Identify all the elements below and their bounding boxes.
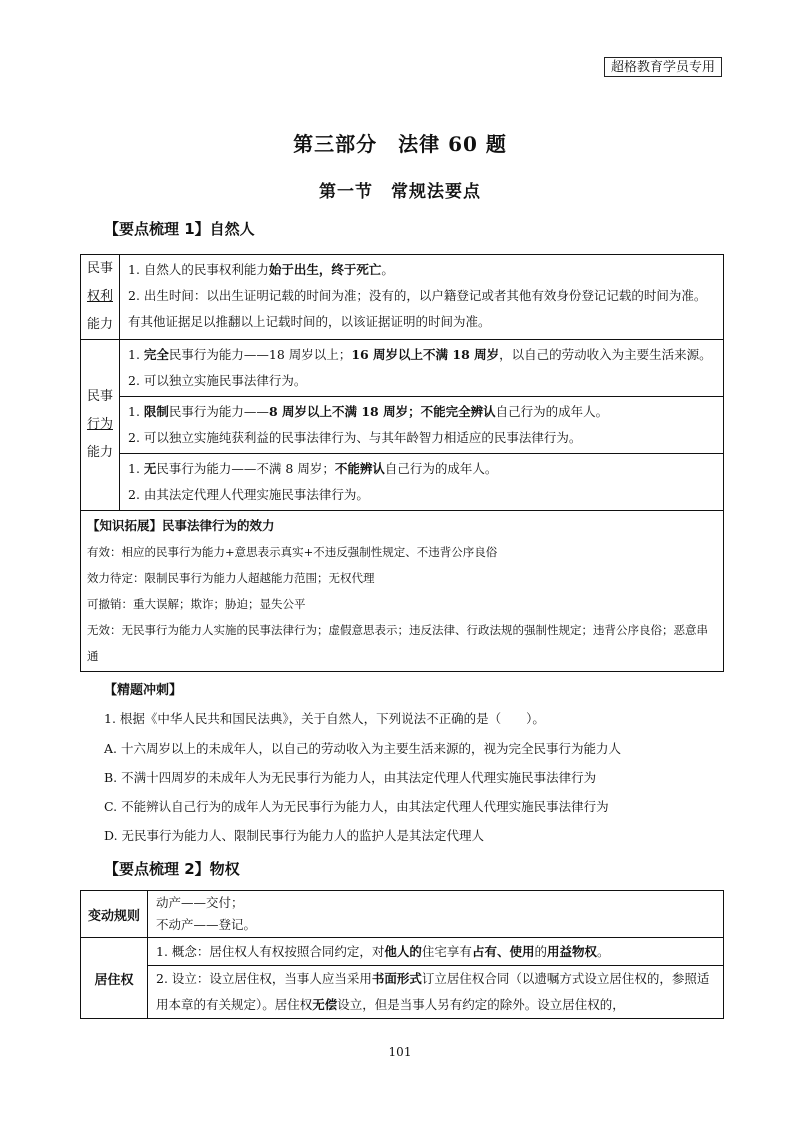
civil-capacity-category bbox=[81, 340, 120, 511]
limited-capacity-line-1: 1. 限制民事行为能力——8 周岁以上不满 18 周岁；不能完全辨认自己行为的成年人。 bbox=[128, 404, 609, 419]
page-number: 101 bbox=[388, 1045, 412, 1059]
knowledge-extension bbox=[81, 511, 724, 672]
habitation-line-2: 2. 设立：设立居住权，当事人应当采用书面形式订立居住权合同（以遗嘱方式设立居住权的，参照适用本章的有关规定）。居住权无偿设立，但是当事人另有约定的除外。设立居住权的， bbox=[156, 971, 710, 1012]
habitation-content bbox=[148, 938, 724, 1019]
full-capacity-line-1: 1. 完全民事行为能力——18 周岁以上；16 周岁以上不满 18 周岁，以自己的劳动收入为主要生活来源。 bbox=[128, 347, 712, 362]
property-rights-table bbox=[80, 890, 724, 1019]
question-stem: 1. 根据《中华人民共和国民法典》，关于自然人，下列说法不正确的是（ ）。 bbox=[104, 711, 545, 726]
key-points-2-heading: 【要点梳理 2】物权 bbox=[104, 860, 240, 878]
change-rules-content bbox=[148, 891, 724, 938]
habitation-row bbox=[81, 938, 724, 1019]
change-rules-row bbox=[81, 891, 724, 938]
cat-line: 行为 bbox=[86, 417, 113, 432]
cat-line: 民事 bbox=[86, 261, 113, 276]
extension-title: 【知识拓展】民事法律行为的效力 bbox=[87, 518, 275, 533]
no-capacity-content bbox=[120, 454, 724, 511]
cat-line: 能力 bbox=[86, 445, 113, 460]
limited-capacity-content bbox=[120, 397, 724, 454]
cat-line: 权利 bbox=[86, 289, 113, 304]
limited-capacity-row bbox=[81, 397, 724, 454]
extension-line: 有效：相应的民事行为能力+意思表示真实+不违反强制性规定、不违背公序良俗 bbox=[87, 545, 498, 559]
full-capacity-line-2: 2. 可以独立实施民事法律行为。 bbox=[128, 373, 307, 388]
civil-rights-content bbox=[120, 255, 724, 340]
option-a: A. 十六周岁以上的未成年人，以自己的劳动收入为主要生活来源的，视为完全民事行为能力人 bbox=[104, 741, 621, 756]
habitation-line-1: 1. 概念：居住权人有权按照合同约定，对他人的住宅享有占有、使用的用益物权。 bbox=[156, 944, 610, 959]
no-capacity-row bbox=[81, 454, 724, 511]
cat-line: 能力 bbox=[86, 317, 113, 332]
option-b: B. 不满十四周岁的未成年人为无民事行为能力人，由其法定代理人代理实施民事法律行为 bbox=[104, 770, 597, 785]
extension-row bbox=[81, 511, 724, 672]
limited-capacity-line-2: 2. 可以独立实施纯获利益的民事法律行为、与其年龄智力相适应的民事法律行为。 bbox=[128, 430, 582, 445]
civil-rights-category bbox=[81, 255, 120, 340]
extension-line: 可撤销：重大误解；欺诈；胁迫；显失公平 bbox=[87, 597, 306, 611]
key-points-1-heading: 【要点梳理 1】自然人 bbox=[104, 220, 255, 238]
section-title: 第一节 常规法要点 bbox=[319, 182, 481, 202]
natural-person-table bbox=[80, 254, 724, 672]
change-line: 不动产——登记。 bbox=[156, 917, 257, 932]
habitation-category: 居住权 bbox=[81, 938, 148, 1019]
rights-line-1: 1. 自然人的民事权利能力始于出生，终于死亡。 bbox=[128, 262, 394, 277]
no-capacity-line-2: 2. 由其法定代理人代理实施民事法律行为。 bbox=[128, 487, 369, 502]
extension-line: 效力待定：限制民事行为能力人超越能力范围；无权代理 bbox=[87, 571, 375, 585]
change-line: 动产——交付； bbox=[156, 895, 244, 910]
cat-line: 民事 bbox=[86, 389, 113, 404]
no-capacity-line-1: 1. 无民事行为能力——不满 8 周岁；不能辨认自己行为的成年人。 bbox=[128, 461, 498, 476]
extension-line: 无效：无民事行为能力人实施的民事法律行为；虚假意思表示；违反法律、行政法规的强制性规定；违背公序良俗；恶意串通 bbox=[87, 623, 708, 663]
civil-rights-row bbox=[81, 255, 724, 340]
full-capacity-content bbox=[120, 340, 724, 397]
practice-heading: 【精题冲刺】 bbox=[104, 683, 183, 698]
rights-line-2: 2. 出生时间：以出生证明记载的时间为准；没有的，以户籍登记或者其他有效身份登记记载的时间为准。有其他证据足以推翻以上记载时间的，以该证据证明的时间为准。 bbox=[128, 288, 707, 329]
change-rules-category: 变动规则 bbox=[81, 891, 148, 938]
part-title: 第三部分 法律 60 题 bbox=[293, 132, 507, 156]
option-d: D. 无民事行为能力人、限制民事行为能力人的监护人是其法定代理人 bbox=[104, 828, 485, 843]
full-capacity-row bbox=[81, 340, 724, 397]
option-c: C. 不能辨认自己行为的成年人为无民事行为能力人，由其法定代理人代理实施民事法律行为 bbox=[104, 799, 609, 814]
student-only-badge: 超格教育学员专用 bbox=[604, 57, 722, 77]
